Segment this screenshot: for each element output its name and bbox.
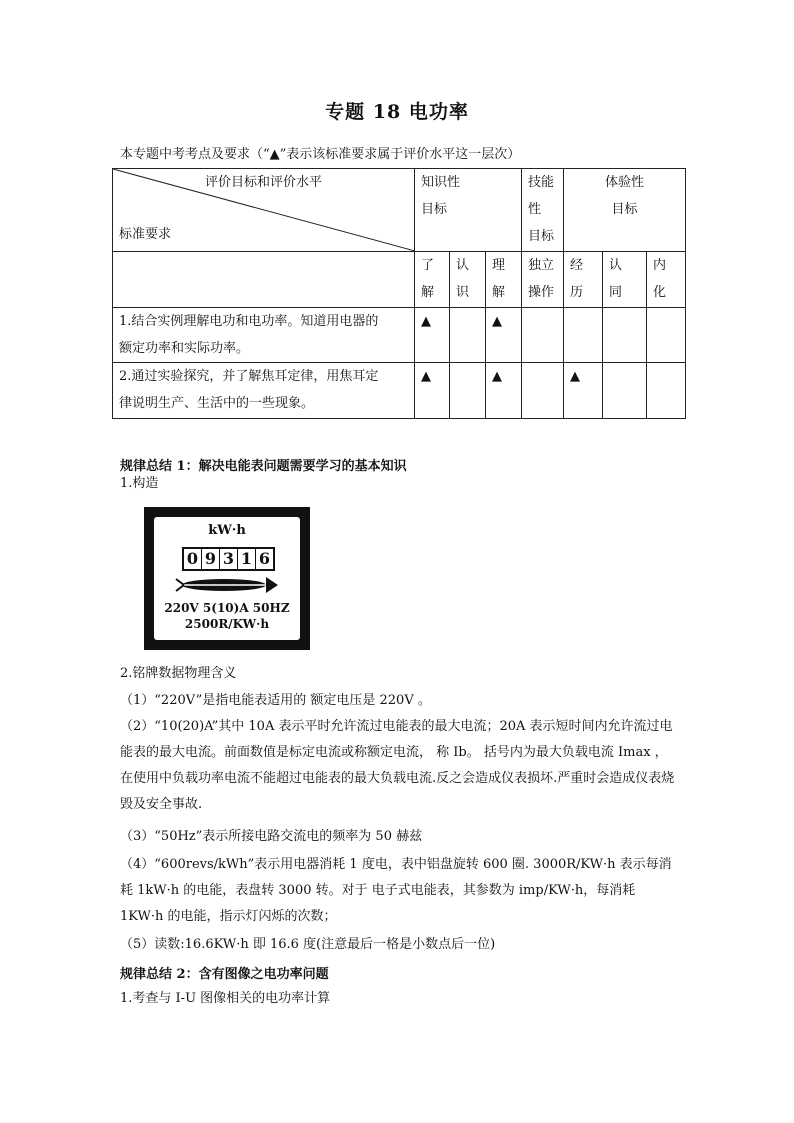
subheader-cell: 理 解	[486, 252, 522, 308]
mark-cell: ▲	[486, 308, 522, 363]
requirement-cell: 2.通过实验探究，并了解焦耳定律，用焦耳定 律说明生产、生活中的一些现象。	[113, 363, 415, 419]
paragraph-1: （1）“220V”是指电能表适用的 额定电压是 220V 。	[120, 693, 431, 708]
meter-digit-display	[182, 547, 275, 571]
mark-cell: ▲	[564, 363, 603, 419]
corner-top-label: 评价目标和评价水平	[204, 175, 322, 190]
table-row	[113, 363, 686, 419]
page-title: 专题 18 电功率	[325, 101, 469, 123]
mark-cell: ▲	[415, 308, 450, 363]
section1-heading: 规律总结 1：解决电能表问题需要学习的基本知识	[120, 459, 407, 474]
meter-digit: 1	[238, 549, 256, 569]
experience-goal-header: 体验性 目标	[564, 169, 686, 252]
intro-text: 本专题中考考点及要求（“▲”表示该标准要求属于评价水平这一层次）	[120, 147, 521, 162]
requirement-cell: 1.结合实例理解电功和电功率。知道用电器的 额定功率和实际功率。	[113, 308, 415, 363]
subheader-cell: 认 识	[450, 252, 486, 308]
paragraph-4: （4）“600revs/kWh”表示用电器消耗 1 度电，表中铝盘旋转 600 圈. 3000R/KW·h 表示每消耗 1kW·h 的电能，表盘转 3000 转。对于 电子式电能表，其参数为 imp/KW·h，每消耗 1KW·h 的电能，指示灯闪烁的次数；	[120, 857, 672, 924]
mark-cell: ▲	[415, 363, 450, 419]
table-row	[113, 308, 686, 363]
meter-rating-text: 220V 5(10)A 50HZ	[164, 601, 290, 615]
subheader-cell: 了 解	[415, 252, 450, 308]
mark-cell	[603, 308, 647, 363]
meter-constant-text: 2500R/KW·h	[184, 617, 270, 631]
meter-digit: 3	[220, 549, 238, 569]
standards-table	[112, 168, 686, 419]
subheader-cell: 认 同	[603, 252, 647, 308]
section1-item1: 1.构造	[120, 476, 159, 491]
paragraph-5: （5）读数:16.6KW·h 即 16.6 度(注意最后一格是小数点后一位)	[120, 937, 496, 952]
paragraph-3: （3）“50Hz”表示所接电路交流电的频率为 50 赫兹	[120, 829, 423, 844]
mark-cell	[450, 308, 486, 363]
mark-cell	[603, 363, 647, 419]
mark-cell	[647, 363, 686, 419]
mark-cell	[522, 308, 564, 363]
paragraph-2: （2）“10(20)A”其中 10A 表示平时允许流过电能表的最大电流；20A 表示短时间内允许流过电能表的最大电流。前面数值是标定电流或称额定电流， 称 Ib。 括号内为最大负载电流 Imax ，在使用中负载功率电流不能超过电能表的最大负载电流.反之会造成仪表损坏.严重时会造成仪表烧毁及安全事故.	[120, 719, 675, 812]
table-corner-cell	[113, 169, 415, 252]
section2-heading: 规律总结 2：含有图像之电功率问题	[120, 967, 329, 982]
section2-item1: 1.考查与 I-U 图像相关的电功率计算	[120, 991, 331, 1006]
subheader-cell: 经 历	[564, 252, 603, 308]
mark-cell	[450, 363, 486, 419]
meter-digit: 6	[258, 549, 271, 568]
electricity-meter-figure	[144, 507, 310, 650]
subheader-cell: 内 化	[647, 252, 686, 308]
meter-digit: 0	[184, 549, 202, 569]
mark-cell	[647, 308, 686, 363]
mark-cell	[522, 363, 564, 419]
subheader-cell: 独立 操作	[522, 252, 564, 308]
mark-cell: ▲	[486, 363, 522, 419]
table-empty-cell	[113, 252, 415, 308]
meter-digit: 9	[202, 549, 220, 569]
section1-item2: 2.铭牌数据物理含义	[120, 666, 237, 681]
skill-goal-header: 技能 性 目标	[522, 169, 564, 252]
corner-bottom-label: 标准要求	[119, 227, 172, 242]
meter-disc-arrow-icon	[174, 573, 280, 597]
meter-unit-label: kW·h	[208, 523, 246, 538]
mark-cell	[564, 308, 603, 363]
knowledge-goal-header: 知识性 目标	[415, 169, 522, 252]
